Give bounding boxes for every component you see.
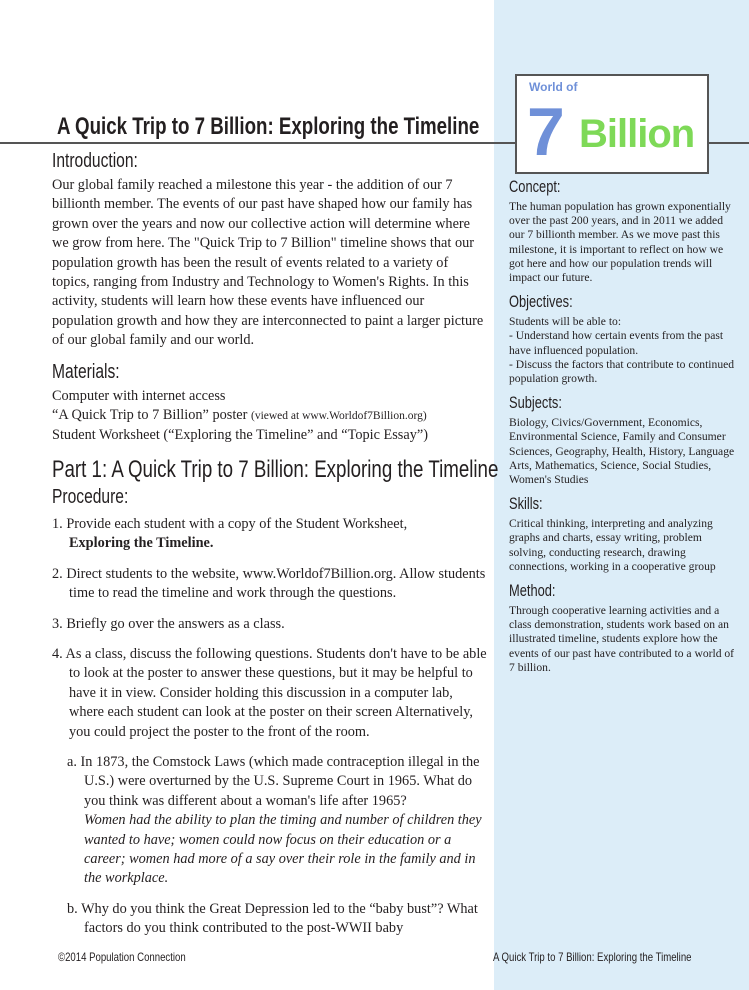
worldof7billion-link[interactable]: www.Worldof7Billion.org bbox=[242, 565, 393, 582]
skills-section bbox=[509, 497, 739, 574]
method-section bbox=[509, 584, 739, 675]
concept-section bbox=[509, 180, 739, 285]
procedure-step: 1. Provide each student with a copy of the Student Worksheet, Exploring the Timeline. bbox=[52, 515, 408, 552]
introduction-text: Our global family reached a milestone this year - the addition of our 7 billionth member. The events of our past have shaped how our family has grown over the years and now our collective action will determine where we grow from here. The "Quick Trip to 7 Billion" timeline shows that our population growth has been the result of events related to a variety of topics, ranging from Industry and Technology to Women's Rights. In this activity, students will learn how these events have influenced our population growth and how they are interconnected to paint a larger picture of our global family and our world. bbox=[52, 177, 484, 349]
objectives-text: Students will be able to: - Understand how certain events from the past have influenced population. - Discuss the factors that contribute to continued population growth. bbox=[509, 315, 735, 386]
introduction-section bbox=[52, 150, 488, 351]
discussion-question: b. Why do you think the Great Depression led to the “baby bust”? What factors do you think contributed to the post-WWII baby bbox=[67, 900, 478, 937]
procedure-step: 3. Briefly go over the answers as a class. bbox=[52, 615, 285, 632]
part1-heading: Part 1: A Quick Trip to 7 Billion: Exploring the Timeline bbox=[52, 455, 499, 483]
skills-heading: Skills: bbox=[509, 495, 543, 514]
procedure-step: 2. Direct students to the website, www.Worldof7Billion.org. Allow students time to read the timeline and work through the questions. bbox=[52, 565, 486, 602]
discussion-question: a. In 1873, the Comstock Laws (which made contraception illegal in the U.S.) were overturned by the U.S. Supreme Court in 1965. What do you think was different about a woman's life after 1965? Women had the ability to plan the timing and number of children they wanted to have; women could now focus on their education or a career; women had more of a say over their role in the family and in the workplace. bbox=[52, 753, 488, 889]
subjects-section bbox=[509, 396, 739, 487]
subjects-heading: Subjects: bbox=[509, 394, 562, 413]
material-note: (viewed at www.Worldof7Billion.org) bbox=[250, 410, 427, 423]
logo-billion: Billion bbox=[579, 112, 695, 156]
concept-text: The human population has grown exponentially over the past 200 years, and in 2011 we added our 7 billionth member. As we move past this milestone, it is important to reflect on how we got here and how our population trends will impact our future. bbox=[509, 200, 731, 285]
objectives-heading: Objectives: bbox=[509, 293, 573, 312]
objectives-section bbox=[509, 295, 739, 386]
logo-seven: 7 bbox=[527, 94, 565, 170]
concept-heading: Concept: bbox=[509, 178, 561, 196]
question-answer: Women had the ability to plan the timing and number of children they wanted to have; women could now focus on their education or a career; women had more of a say over their role in the family and in the workplace. bbox=[84, 812, 482, 887]
method-heading: Method: bbox=[509, 582, 556, 601]
sidebar-content bbox=[509, 180, 739, 685]
materials-heading: Materials: bbox=[52, 360, 120, 383]
main-column bbox=[52, 150, 499, 939]
footer-title: A Quick Trip to 7 Billion: Exploring the Timeline bbox=[493, 949, 692, 964]
part1-section bbox=[52, 455, 499, 939]
material-item: “A Quick Trip to 7 Billion” poster bbox=[52, 407, 248, 424]
page-title: A Quick Trip to 7 Billion: Exploring the Timeline bbox=[57, 113, 480, 140]
footer-copyright: ©2014 Population Connection bbox=[58, 949, 186, 964]
method-text: Through cooperative learning activities and a class demonstration, students work based on an illustrated timeline, students explore how the events of our past have contributed to a world of 7 billion. bbox=[509, 604, 735, 674]
material-item: Student Worksheet (“Exploring the Timeline” and “Topic Essay”) bbox=[52, 427, 428, 444]
logo-line1: World of bbox=[529, 80, 578, 94]
subjects-text: Biology, Civics/Government, Economics, Environmental Science, Family and Consumer Sciences, Geography, Health, History, Language Arts, Mathematics, Science, Social Studies, Women's Studies bbox=[509, 416, 735, 487]
materials-section bbox=[52, 361, 488, 446]
material-item: Computer with internet access bbox=[52, 387, 226, 404]
introduction-heading: Introduction: bbox=[52, 150, 138, 172]
procedure-step: 4. As a class, discuss the following questions. Students don't have to be able to look at the poster to answer these questions, but it may be helpful to have it in view. Consider holding this discussion in a computer lab, where each student can look at the poster on their screen Alternatively, you could project the poster to the front of the room. bbox=[52, 645, 487, 740]
procedure-heading: Procedure: bbox=[52, 485, 129, 508]
procedure-steps bbox=[52, 515, 488, 939]
skills-text: Critical thinking, interpreting and analyzing graphs and charts, essay writing, problem solving, conducting research, drawing connections, working in a cooperative group bbox=[509, 517, 716, 573]
